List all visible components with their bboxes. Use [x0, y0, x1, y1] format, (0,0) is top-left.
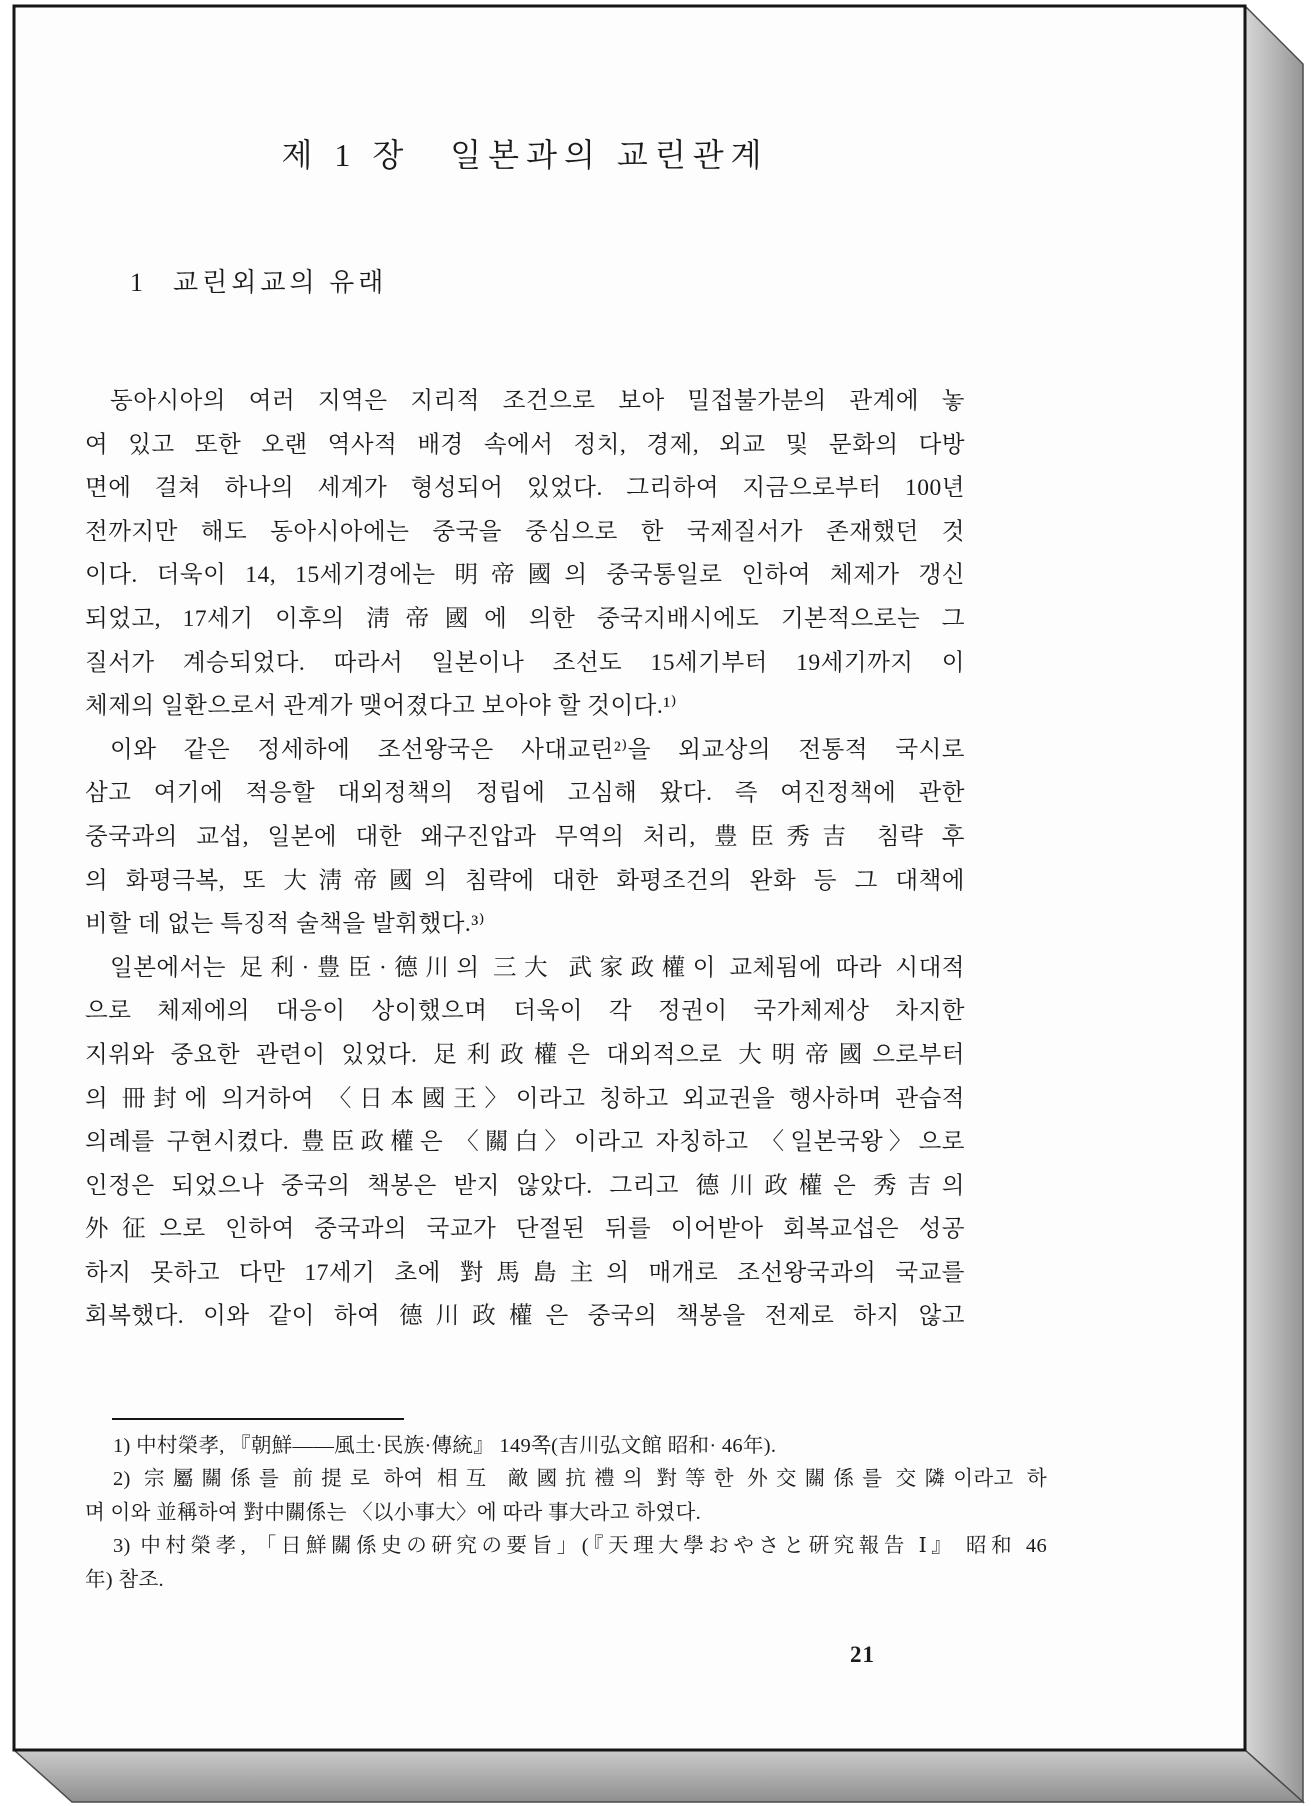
- body-line: 이다. 더욱이 14, 15세기경에는 明帝國의 중국통일로 인하여 체제가 갱신: [85, 562, 965, 589]
- chapter-title: [85, 130, 965, 176]
- body-line: 인정은 되었으나 중국의 책봉은 받지 않았다. 그리고 德川政權은 秀吉의: [85, 1172, 965, 1199]
- body-line: 으로 체제에의 대응이 상이했으며 더욱이 각 정권이 국가체제상 차지한: [85, 998, 965, 1025]
- chapter-name: 일본과의 교린관계: [450, 137, 769, 173]
- body-line: 의 冊封에 의거하여 〈日本國王〉이라고 칭하고 외교권을 행사하며 관습적: [85, 1085, 965, 1112]
- page-bottom-edge: [14, 1750, 1303, 1802]
- footnote-line: 年) 참조.: [85, 1568, 164, 1591]
- body-line: 면에 걸쳐 하나의 세계가 형성되어 있었다. 그리하여 지금으로부터 100년: [85, 475, 965, 502]
- body-line: 일본에서는 足利·豊臣·德川의 三大 武家政權이 교체됨에 따라 시대적: [110, 954, 965, 981]
- body-line: 의 화평극복, 또 大淸帝國의 침략에 대한 화평조건의 완화 등 그 대책에: [85, 867, 965, 894]
- body-line: 의례를 구현시켰다. 豊臣政權은 〈關白〉이라고 자칭하고 〈일본국왕〉으로: [85, 1129, 965, 1156]
- body-line: 회복했다. 이와 같이 하여 德川政權은 중국의 책봉을 전제로 하지 않고: [85, 1303, 965, 1330]
- footnote-line: 1) 中村榮孝, 『朝鮮——風土·民族·傳統』 149쪽(吉川弘文館 昭和· 46年).: [113, 1435, 777, 1457]
- body-line: 하지 못하고 다만 17세기 초에 對馬島主의 매개로 조선왕국과의 국교를: [85, 1259, 965, 1286]
- page-content: [14, 6, 1245, 1750]
- body-text: [85, 380, 965, 1339]
- body-line: 지위와 중요한 관련이 있었다. 足利政權은 대외적으로 大明帝國으로부터: [85, 1041, 965, 1068]
- body-line: 질서가 계승되었다. 따라서 일본이나 조선도 15세기부터 19세기까지 이: [85, 649, 965, 676]
- section-heading: [130, 262, 387, 299]
- body-line: 중국과의 교섭, 일본에 대한 왜구진압과 무역의 처리, 豊臣秀吉 침략 후: [85, 823, 965, 850]
- body-line: 되었고, 17세기 이후의 淸帝國에 의한 중국지배시에도 기본적으로는 그: [85, 605, 965, 632]
- page-number: 21: [850, 1642, 875, 1667]
- body-line: 동아시아의 여러 지역은 지리적 조건으로 보아 밀접불가분의 관계에 놓: [110, 388, 965, 414]
- body-line: 이와 같은 정세하에 조선왕국은 사대교린²⁾을 외교상의 전통적 국시로: [110, 736, 965, 763]
- footnote-line: 3) 中村榮孝, 「日鮮關係史の硏究の要旨」(『天理大學おやさと硏究報告 Ⅰ』 昭和 46: [113, 1535, 1047, 1558]
- footnote-rule: [112, 1418, 404, 1420]
- section-title: 교린외교의 유래: [173, 268, 388, 297]
- section-number: 1: [130, 268, 143, 297]
- body-line: 전까지만 해도 동아시아에는 중국을 중심으로 한 국제질서가 존재했던 것: [85, 518, 965, 545]
- body-line: 삼고 여기에 적응할 대외정책의 정립에 고심해 왔다. 즉 여진정책에 관한: [85, 780, 965, 807]
- body-line: 체제의 일환으로서 관계가 맺어졌다고 보아야 할 것이다.¹⁾: [85, 693, 678, 720]
- footnote-line: 2) 宗屬關係를 前提로 하여 相互 敵國抗禮의 對等한 外交關係를 交隣이라고 하: [113, 1468, 1047, 1491]
- page-fore-edge: [1245, 6, 1303, 1802]
- body-line: 비할 데 없는 특징적 술책을 발휘했다.³⁾: [85, 911, 486, 938]
- body-line: 外征으로 인하여 중국과의 국교가 단절된 뒤를 이어받아 회복교섭은 성공: [85, 1216, 965, 1243]
- chapter-label: 제 1 장: [281, 137, 411, 173]
- footnote-line: 며 이와 並稱하여 對中關係는 〈以小事大〉에 따라 事大라고 하였다.: [85, 1501, 702, 1524]
- footnotes: [85, 1430, 1047, 1597]
- body-line: 여 있고 또한 오랜 역사적 배경 속에서 정치, 경제, 외교 및 문화의 다방: [85, 431, 965, 458]
